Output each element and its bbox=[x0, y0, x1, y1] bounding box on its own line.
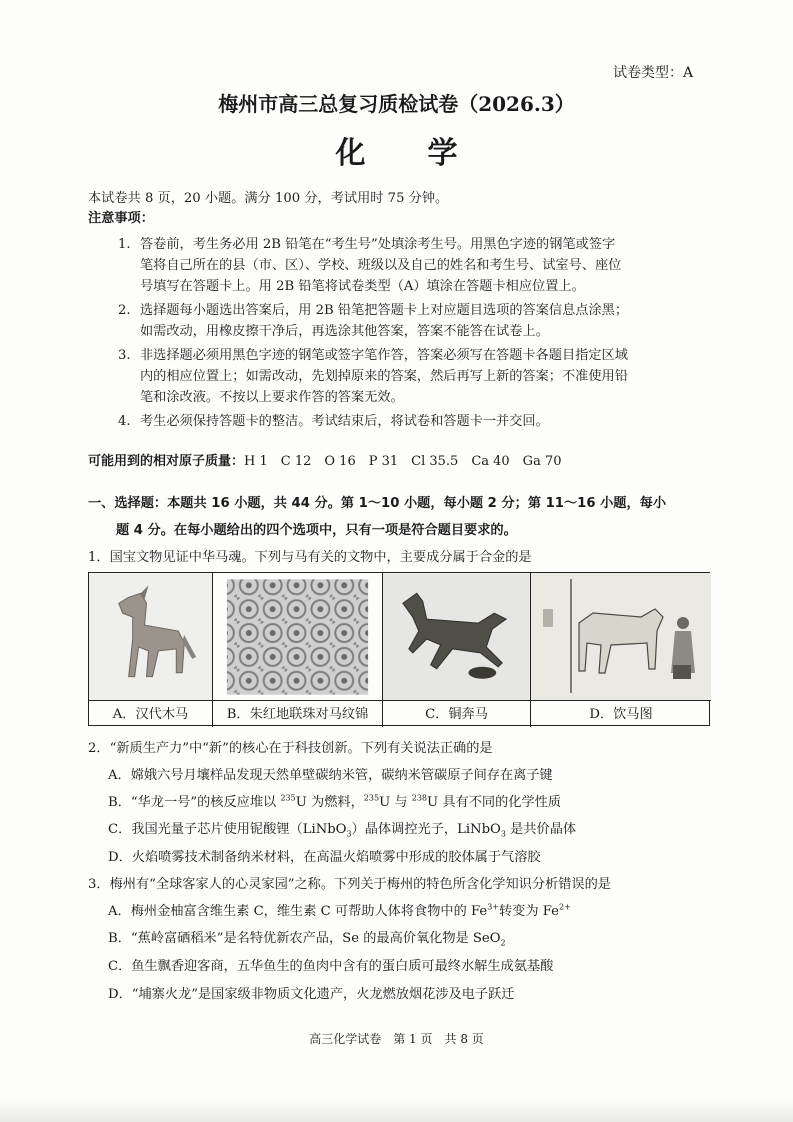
q2-option-a: A．嫦娥六号月壤样品发现天然单壁碳纳米管，碳纳米管碳原子间存在离子键 bbox=[108, 768, 553, 783]
q1-option-c-cell bbox=[383, 573, 531, 727]
section-heading-cont: 题 4 分。在每小题给出的四个选项中，只有一项是符合题目要求的。 bbox=[116, 523, 517, 538]
q2-option-d: D．火焰喷雾技术制备纳米材料，在高温火焰喷雾中形成的胶体属于气溶胶 bbox=[108, 850, 541, 865]
q3-option-d: D．“埔寨火龙”是国家级非物质文化遗产，火龙燃放烟花涉及电子跃迁 bbox=[108, 987, 515, 1002]
q1-option-a-label: A．汉代木马 bbox=[112, 707, 189, 722]
question-1-stem: 1．国宝文物见证中华马魂。下列与马有关的文物中，主要成分属于合金的是 bbox=[88, 550, 532, 565]
q2-option-c: C．我国光量子芯片使用铌酸锂（LiNbO$_3$）晶体调控光子，LiNbO$_3$ 是共价晶体 bbox=[108, 822, 577, 839]
note-item: 3. 非选择题必须用黑色字迹的钢笔或签字笔作答，答案必须写在答题卡各题目指定区域 bbox=[118, 348, 628, 363]
q1-option-table bbox=[88, 572, 710, 726]
q1-option-c-label: C．铜奔马 bbox=[425, 707, 488, 722]
bronze-horse-image bbox=[383, 573, 530, 701]
wooden-horse-image bbox=[89, 573, 212, 701]
exam-title: 梅州市高三总复习质检试卷（2026.3） bbox=[218, 92, 575, 116]
q1-option-b-cell bbox=[213, 573, 383, 727]
brocade-image bbox=[213, 573, 382, 701]
question-2-stem: 2．“新质生产力”中“新”的核心在于科技创新。下列有关说法正确的是 bbox=[88, 741, 493, 756]
question-3-stem: 3．梅州有“全球客家人的心灵家园”之称。下列关于梅州的特色所含化学知识分析错误的是 bbox=[88, 877, 611, 892]
note-line: 如需改动，用橡皮擦干净后，再选涂其他答案，答案不能答在试卷上。 bbox=[140, 324, 549, 339]
atomic-masses: 可能用到的相对原子质量：H 1 C 12 O 16 P 31 Cl 35.5 Ca 40 Ga 70 bbox=[88, 454, 562, 469]
q3-option-c: C．鱼生飘香迎客商，五华鱼生的鱼肉中含有的蛋白质可最终水解生成氨基酸 bbox=[108, 959, 554, 974]
note-item: 4. 考生必须保持答题卡的整洁。考试结束后，将试卷和答题卡一并交回。 bbox=[118, 414, 549, 429]
section-heading: 一、选择题：本题共 16 小题，共 44 分。第 1～10 小题，每小题 2 分；第 11～16 小题，每小 bbox=[88, 496, 667, 511]
q1-option-b-label: B．朱红地联珠对马纹锦 bbox=[226, 707, 369, 722]
note-item: 2. 选择题每小题选出答案后，用 2B 铅笔把答题卡上对应题目选项的答案信息点涂黑； bbox=[118, 303, 629, 318]
note-line: 号填写在答题卡上。用 2B 铅笔将试卷类型（A）填涂在答题卡相应位置上。 bbox=[140, 279, 585, 294]
note-line: 笔将自己所在的县（市、区）、学校、班级以及自己的姓名和考生号、试室号、座位 bbox=[140, 258, 622, 273]
scan-edge bbox=[0, 1100, 793, 1122]
note-line: 内的相应位置上；如需改动，先划掉原来的答案，然后再写上新的答案；不准使用铅 bbox=[140, 369, 628, 384]
horse-painting-image bbox=[531, 573, 711, 701]
q1-option-d-label: D．饮马图 bbox=[589, 707, 653, 722]
exam-intro: 本试卷共 8 页，20 小题。满分 100 分，考试用时 75 分钟。 bbox=[88, 191, 449, 206]
notes-heading: 注意事项： bbox=[88, 211, 154, 226]
q3-option-b: B．“蕉岭富硒稻米”是名特优新农产品，Se 的最高价氧化物是 SeO$_2$ bbox=[108, 931, 506, 948]
q2-option-b: B．“华龙一号”的核反应堆以 $^{235}$U 为燃料，$^{235}$U 与 $^{238}$U 具有不同的化学性质 bbox=[108, 793, 562, 810]
q1-option-a-cell bbox=[89, 573, 213, 727]
paper-type-label: 试卷类型：A bbox=[613, 65, 694, 81]
note-line: 笔和涂改液。不按以上要求作答的答案无效。 bbox=[140, 390, 404, 405]
q3-option-a: A．梅州金柚富含维生素 C，维生素 C 可帮助人体将食物中的 $Fe^{3+}$转变为 $Fe^{2+}$ bbox=[108, 902, 571, 919]
q1-option-d-cell bbox=[531, 573, 711, 727]
page-footer: 高三化学试卷 第 1 页 共 8 页 bbox=[309, 1032, 484, 1046]
subject-title: 化学 bbox=[335, 136, 520, 171]
note-item: 1. 答卷前，考生务必用 2B 铅笔在“考生号”处填涂考生号。用黑色字迹的钢笔或签字 bbox=[118, 237, 616, 252]
